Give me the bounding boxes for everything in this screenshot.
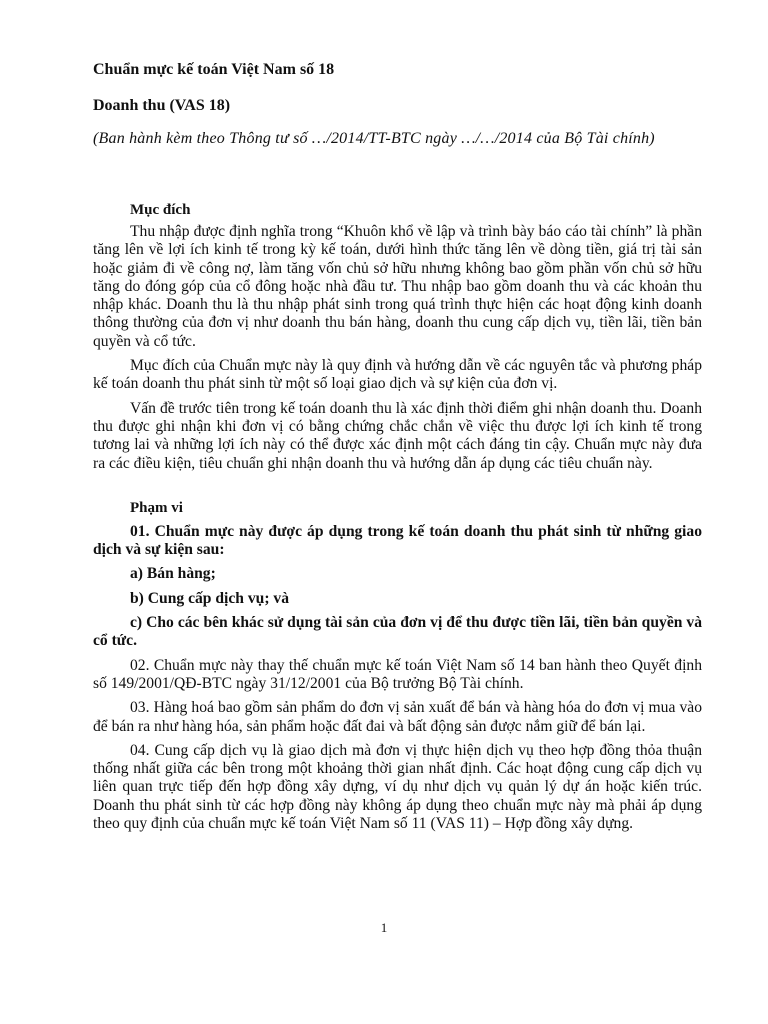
scope-item-a: a) Bán hàng;: [130, 565, 216, 583]
purpose-paragraph-1: Thu nhập được định nghĩa trong “Khuôn khổ về lập và trình bày báo cáo tài chính” là phần tăng lên về lợi ích kinh tế trong kỳ kế toán, dưới hình thức tăng lên về dòng tiền, giá trị tài sản hoặc giảm đi về công nợ, làm tăng vốn chủ sở hữu nhưng không bao gồm phần vốn chủ sở hữu tăng do đóng góp của cổ đông hoặc nhà đầu tư. Thu nhập bao gồm doanh thu và các khoản thu nhập khác. Doanh thu là thu nhập phát sinh trong quá trình thực hiện các hoạt động kinh doanh thông thường của đơn vị như doanh thu bán hàng, doanh thu cung cấp dịch vụ, tiền lãi, tiền bản quyền và cổ tức.: [93, 223, 702, 350]
scope-item-c: c) Cho các bên khác sử dụng tài sản của đơn vị để thu được tiền lãi, tiền bản quyền và cổ tức.: [93, 614, 702, 650]
purpose-heading: Mục đích: [130, 202, 191, 218]
issuance-note: (Ban hành kèm theo Thông tư số …/2014/TT-BTC ngày …/…/2014 của Bộ Tài chính): [93, 130, 655, 147]
scope-item-b: b) Cung cấp dịch vụ; và: [130, 589, 290, 607]
page-number: 1: [380, 920, 388, 935]
scope-item-03: 03. Hàng hoá bao gồm sản phẩm do đơn vị sản xuất để bán và hàng hóa do đơn vị mua vào để bán ra như hàng hóa, sản phẩm hoặc đất đai và bất động sản được nắm giữ để bán lại.: [93, 699, 702, 735]
document-subtitle: Doanh thu (VAS 18): [93, 97, 231, 114]
scope-item-02: 02. Chuẩn mực này thay thế chuẩn mực kế toán Việt Nam số 14 ban hành theo Quyết định số 149/2001/QĐ-BTC ngày 31/12/2001 của Bộ trưởng Bộ Tài chính.: [93, 656, 702, 692]
purpose-paragraph-2: Mục đích của Chuẩn mực này là quy định và hướng dẫn về các nguyên tắc và phương pháp kế toán doanh thu phát sinh từ một số loại giao dịch và sự kiện của đơn vị.: [93, 357, 702, 393]
scope-heading: Phạm vi: [130, 499, 183, 516]
purpose-paragraph-3: Vấn đề trước tiên trong kế toán doanh thu là xác định thời điểm ghi nhận doanh thu. Doanh thu được ghi nhận khi đơn vị có bằng chứng chắc chắn về việc thu được lợi ích kinh tế trong tương lai và những lợi ích này có thể được xác định một cách đáng tin cậy. Chuẩn mực này đưa ra các điều kiện, tiêu chuẩn ghi nhận doanh thu và hướng dẫn áp dụng các tiêu chuẩn này.: [93, 399, 702, 472]
scope-item-04: 04. Cung cấp dịch vụ là giao dịch mà đơn vị thực hiện dịch vụ theo hợp đồng thỏa thuận thống nhất giữa các bên trong một khoảng thời gian nhất định. Các hoạt động cung cấp dịch vụ liên quan trực tiếp đến hợp đồng xây dựng, ví dụ như dịch vụ quản lý dự án hoặc kiến trúc. Doanh thu phát sinh từ các hợp đồng này không áp dụng theo chuẩn mực này mà phải áp dụng theo quy định của chuẩn mực kế toán Việt Nam số 11 (VAS 11) – Hợp đồng xây dựng.: [93, 741, 702, 833]
scope-item-01: 01. Chuẩn mực này được áp dụng trong kế toán doanh thu phát sinh từ những giao dịch và sự kiện sau:: [93, 522, 702, 559]
document-title: Chuẩn mực kế toán Việt Nam số 18: [93, 61, 335, 78]
